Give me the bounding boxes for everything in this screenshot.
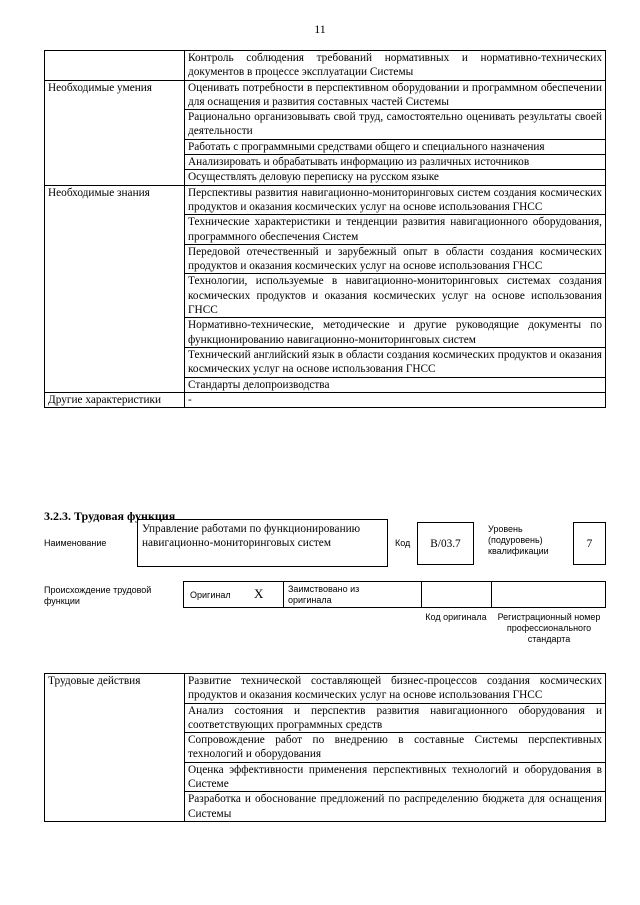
- table-row: [45, 80, 606, 110]
- skill-item: Осуществлять деловую переписку на русском языке: [185, 170, 606, 185]
- knowledge-item: Стандарты делопроизводства: [185, 377, 606, 392]
- skill-item: Работать с программными средствами общего и специального назначения: [185, 139, 606, 154]
- code-value: B/03.7: [417, 522, 474, 565]
- knowledge-label: Необходимые знания: [45, 185, 185, 392]
- knowledge-item: Нормативно-технические, методические и другие руководящие документы по функционированию навигационно-мониторинговых систем: [185, 318, 606, 348]
- origin-label: Происхождение трудовой функции: [44, 585, 152, 606]
- divider: [491, 581, 492, 608]
- labor-action-item: Разработка и обоснование предложений по распределению бюджета для оснащения Системы: [185, 792, 606, 822]
- table-row: [45, 185, 606, 215]
- table-row: [45, 392, 606, 407]
- other-value: -: [185, 392, 606, 407]
- knowledge-item: Перспективы развития навигационно-мониторинговых систем создания космических продуктов и оказания космических услуг на основе использования ГНСС: [185, 185, 606, 215]
- section-heading: 3.2.3. Трудовая функция: [44, 509, 176, 523]
- table-row: [45, 674, 606, 704]
- level-value: 7: [573, 522, 606, 565]
- other-label: Другие характеристики: [45, 392, 185, 407]
- original-mark: X: [254, 586, 264, 601]
- knowledge-item: Технологии, используемые в навигационно-мониторинговых системах создания космических продуктов и оказания космических услуг на основе использования ГНСС: [185, 274, 606, 318]
- labor-actions-table: [44, 673, 606, 822]
- labor-action-item: Анализ состояния и перспектив развития навигационного оборудования и соответствующих программных средств: [185, 703, 606, 733]
- table-row: [45, 51, 606, 81]
- requirements-table: [44, 50, 606, 408]
- name-label: Наименование: [44, 538, 107, 548]
- code-original-label: Код оригинала: [425, 612, 487, 622]
- borrowed-label: Заимствовано из оригинала: [288, 584, 360, 605]
- skills-label: Необходимые умения: [45, 80, 185, 185]
- level-label: Уровень (подуровень) квалификации: [488, 524, 549, 556]
- knowledge-item: Передовой отечественный и зарубежный опыт в области создания космических продуктов и оказания космических услуг на основе использования ГНСС: [185, 244, 606, 274]
- knowledge-item: Технический английский язык в области создания космических продуктов и оказания космических услуг на основе использования ГНСС: [185, 347, 606, 377]
- divider: [283, 581, 284, 608]
- empty-label-cell: [45, 51, 185, 81]
- table-cell: Контроль соблюдения требований нормативных и нормативно-технических документов в процессе эксплуатации Системы: [185, 51, 606, 81]
- skill-item: Оценивать потребности в перспективном оборудовании и программном обеспечении для оснащения и развития составных частей Системы: [185, 80, 606, 110]
- labor-action-item: Оценка эффективности применения перспективных технологий и оборудования в Системе: [185, 762, 606, 792]
- original-label: Оригинал: [190, 590, 231, 600]
- labor-action-item: Сопровождение работ по внедрению в составные Системы перспективных технологий и оборудования: [185, 733, 606, 763]
- knowledge-item: Технические характеристики и тенденции развития навигационного оборудования, программного обеспечения Систем: [185, 215, 606, 245]
- divider: [421, 581, 422, 608]
- origin-box: [183, 581, 606, 608]
- code-label: Код: [395, 538, 411, 548]
- skill-item: Рационально организовывать свой труд, самостоятельно оценивать результаты своей деятельности: [185, 110, 606, 140]
- labor-actions-label: Трудовые действия: [45, 674, 185, 822]
- page-number: 11: [314, 22, 326, 36]
- reg-number-label: Регистрационный номер профессионального стандарта: [497, 612, 601, 644]
- skill-item: Анализировать и обрабатывать информацию из различных источников: [185, 155, 606, 170]
- name-value: Управление работами по функционированию навигационно-мониторинговых систем: [137, 519, 388, 567]
- labor-action-item: Развитие технической составляющей бизнес-процессов создания космических продуктов и оказания космических услуг на основе использования ГНСС: [185, 674, 606, 704]
